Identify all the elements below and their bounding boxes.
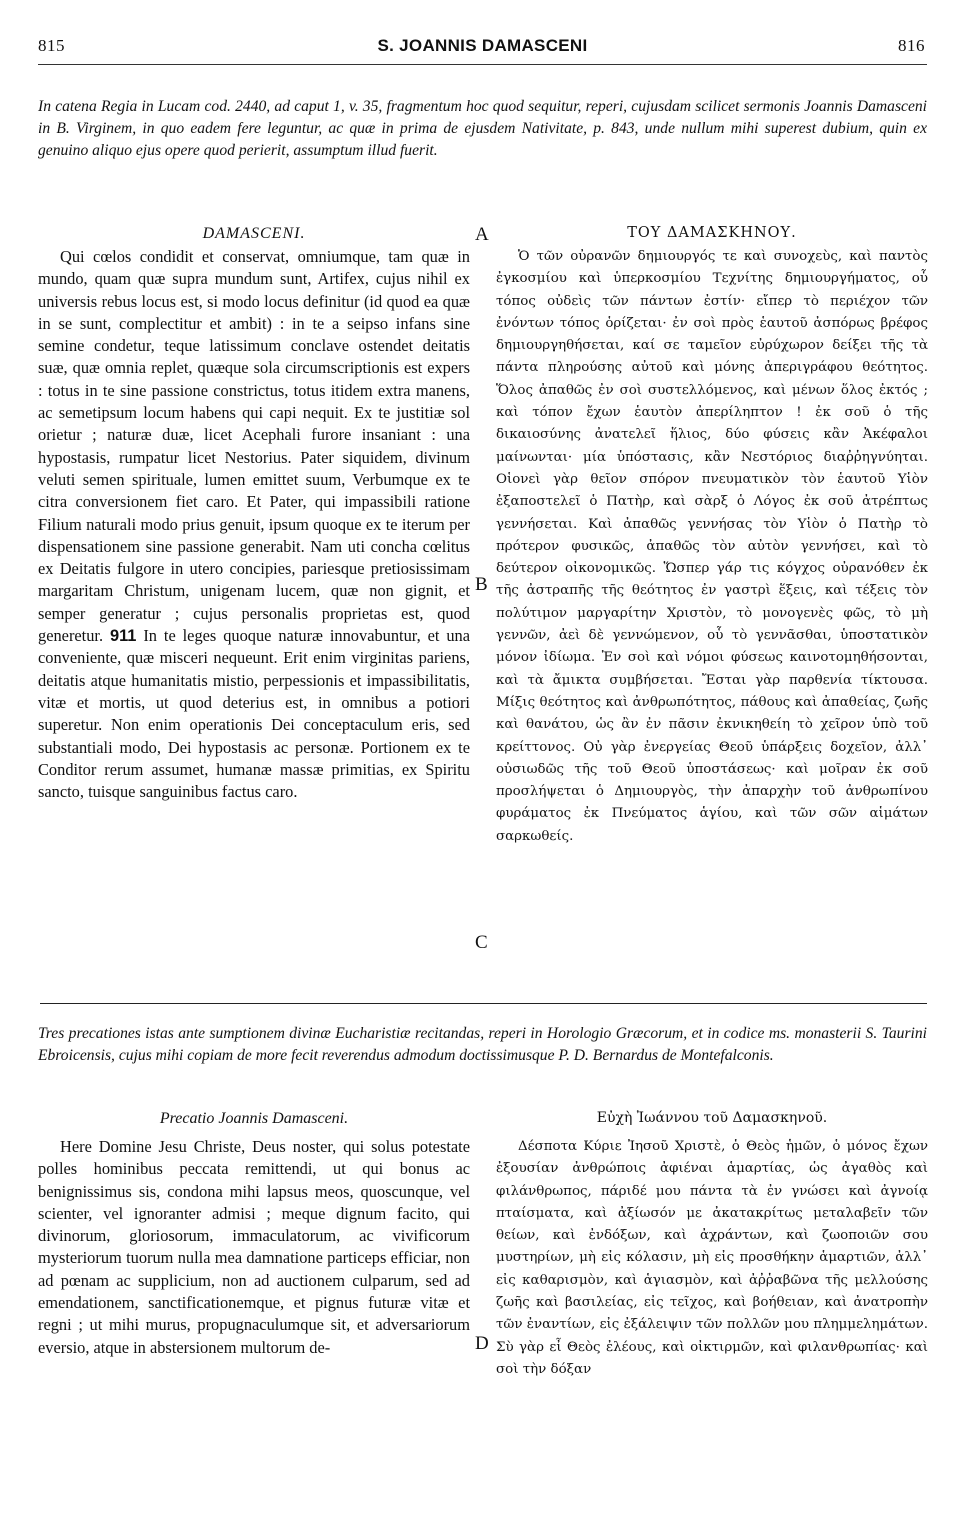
latin-column	[38, 246, 470, 803]
margin-letter-c: C	[475, 932, 488, 953]
margin-letter-b: B	[475, 574, 488, 595]
margin-letter-d: D	[475, 1333, 489, 1354]
latin-heading: DAMASCENI.	[202, 225, 306, 242]
prayer-greek-column	[496, 1136, 928, 1381]
header-rule	[38, 64, 927, 65]
prayer-latin-column	[38, 1136, 470, 1359]
greek-heading: ΤΟΥ ΔΑΜΑΣΚΗΝΟΥ.	[627, 225, 797, 241]
prayer-note: Tres precationes istas ante sumptionem divinæ Eucharistiæ recitandas, reperi in Horologio Græcorum, et in codice ms. monasterii S. Taurini Ebroicensis, cujus mihi copiam de more fecit reverendus admodum doctissimusque P. D. Bernardus de Montefalconis.	[38, 1025, 927, 1064]
prayer-greek-heading: Εὐχὴ Ἰωάννου τοῦ Δαμασκηνοῦ.	[596, 1110, 828, 1126]
prayer-latin-text: Here Domine Jesu Christe, Deus noster, qui solus potestate polles hominibus peccata remittendi, ut qui bonus ac benignissimus sis, condona mihi lapsus meos, quoscunque, vel scienter, vel ignoranter admisi ; meque dignum facito, qui divinorum, gloriosorum, immaculatorum, ac vivificorum mysteriorum tuorum nulla mea damnatione particeps efficiar, non ad pœnam ac supplicium, non ad auctionem culparum, sed ad emendationem, sanctificationemque, et pignus futuræ vitæ et regni ; ut mihi murus, propugnaculumque sit, et adversariorum eversio, atque in abstersionem multorum de-	[38, 1137, 470, 1357]
prayer-latin-heading: Precatio Joannis Damasceni.	[159, 1110, 349, 1127]
intro-note: In catena Regia in Lucam cod. 2440, ad caput 1, v. 35, fragmentum hoc quod sequitur, reperi, cujusdam scilicet sermonis Joannis Damasceni in B. Virginem, in quo eadem fere leguntur, ac quæ in prima de ejusdem Nativitate, p. 843, unde nullum mihi superest dubium, quin ex genuino aliquo ejus opere quod perierit, assumptum illud fuerit.	[38, 98, 927, 159]
latin-text-part1: Qui cœlos condidit et conservat, omniumque, tam quæ in mundo, quam quæ supra mundum sunt, Artifex, cujus nihil ex universis rebus locus est, si modo locus definitur (id quod ea quæ in se sunt, complectitur et ambit) : in te a seipso infans sine semine condetur, teque latissimum conclave ostendet deitatis suæ, quæ omnia replet, quæque sola circumscriptionis est expers : totus in te sine passione constrictus, totus itidem extra manens, ac semetipsum locum habens qui capi nequit. Ex te justitiæ sol orietur ; naturæ duæ, licet Acephali furore insaniant : una hypostasis, rumpatur licet Nestorius. Pater siquidem, divinum veluti semen spirituale, lumen emittet suum, Verbumque ex te citra conversionem fiet caro. Et Pater, qui impassibili ratione Filium naturali modo prius genuit, ipsum quoque ex te iterum per dispensationem sine passione generabit. Nam uti concha cœlitus ex Deitatis fulgore in utero concipies, pariesque pretiosissimam margaritam Christum, unigenam lucem, quæ non gignit, et semper generatur ; cujus personalis proprietas est, quod generetur.	[38, 247, 470, 646]
greek-column	[496, 246, 928, 848]
running-head: S. JOANNIS DAMASCENI	[377, 36, 588, 55]
latin-text-part2: In te leges quoque naturæ innovabuntur, et una conveniente, quæ misceri nequeunt. Erit enim virginitas pariens, deitatis atque humanitatis mistio, perpessionis et impassibilitatis, vitæ et mortis, ut quod deterius est, in omnibus a potiori superetur. Non enim operationis Dei conceptaculum eris, sed substantiali modo, Dei hypostasis ac personæ. Portionem ex te Conditor rerum assumet, humanæ massæ primitias, ex Spiritu sancto, tuisque sanguinibus factus caro.	[38, 626, 470, 802]
page-number-left: 815	[38, 36, 65, 55]
greek-text: Ὁ τῶν οὐρανῶν δημιουργός τε καὶ συνοχεὺς, καὶ παντὸς ἐγκοσμίου καὶ ὑπερκοσμίου Τεχνίτης δημιουργήματος, οὗ τόπος οὐδεὶς τῶν πάντων ἐστίν· εἴπερ τὸ περιέχον τῶν ἐνόντων τόπος ὁρίζεται· ἐν σοὶ πρὸς ἑαυτοῦ ἀσπόρως βρέφος δημιουργηθήσεται, καί σε ταμεῖον εὐρύχωρον δείξει τῆς τὰ πάντα πληρούσης αὐτοῦ καὶ μόνης ἀπεριγράφου θεότητος. Ὅλος ἀπαθῶς ἐν σοὶ συστελλόμενος, καὶ μένων ὅλος ἐκτός ; καὶ τόπον ἔχων ἑαυτὸν ἀπερίληπτον ! ἐκ σοῦ ὁ τῆς δικαιοσύνης ἀνατελεῖ ἥλιος, δύο φύσεις κἂν Ἀκέφαλοι μαίνωνται· μία ὑπόστασις, κἂν Νεστόριος διαῤῥηγνύηται. Οἱονεὶ γὰρ θεῖον σπόρον πνευματικὸν τὸν ἑαυτοῦ Υἱὸν ἐξαποστελεῖ ὁ Πατὴρ, καὶ σὰρξ ὁ Λόγος ἐκ σοῦ ἀτρέπτως γεννήσεται. Καὶ ἀπαθῶς γεννήσας τὸν Υἱὸν ὁ Πατὴρ τὸ πρότερον φυσικῶς, ἀπαθῶς τὸν αὐτὸν γεννήσει, καὶ τὸ δεύτερον οἰκονομικῶς. Ὥσπερ γάρ τις κόγχος οὐρανόθεν ἐκ τῆς ἀστραπῆς τῆς θεότητος ἐν γαστρὶ ἕξεις, καὶ τέξεις τὸν πολύτιμον μαργαρίτην Χριστὸν, τὸ μονογενὲς φῶς, τὸ μὴ γεννῶν, ἀεὶ δὲ γεννώμενον, οὗ τὸ γεννᾶσθαι, ὑποστατικὸν μόνον ἰδίωμα. Ἐν σοὶ καὶ νόμοι φύσεως καινοτομηθήσονται, καὶ τὰ ἄμικτα συμβήσεται. Ἔσται γὰρ παρθενία τίκτουσα. Μίξις θεότητος καὶ ἀνθρωπότητος, πάθους καὶ ἀπαθείας, ζωῆς καὶ θανάτου, ὡς ἂν ἐν πᾶσιν ἐκνικηθείη τὸ χεῖρον ὑπὸ τοῦ κρείττονος. Οὐ γὰρ ἐνεργείας Θεοῦ ὑπάρξεις δοχεῖον, ἀλλ᾽ οὐσιωδῶς τῆς τοῦ Θεοῦ ὑποστάσεως· καὶ μοῖραν ἐκ σοῦ προσλήψεται ὁ Δημιουργὸς, τὴν ἀπαρχὴν τοῦ ἀνθρωπίνου φυράματος ἐκ Πνεύματος ἁγίου, καὶ τῶν σῶν αἱμάτων σαρκωθείς.	[496, 249, 928, 844]
column-number: 911	[109, 627, 137, 646]
section-separator	[40, 1003, 927, 1004]
prayer-greek-text: Δέσποτα Κύριε Ἰησοῦ Χριστὲ, ὁ Θεὸς ἡμῶν, ὁ μόνος ἔχων ἐξουσίαν ἀνθρώποις ἀφιέναι ἁμαρτίας, ὡς ἀγαθὸς καὶ φιλάνθρωπος, πάριδέ μου πάντα τὰ ἐν γνώσει καὶ ἀγνοίᾳ πταίσματα, καὶ ἀξίωσόν με ἀκατακρίτως μεταλαβεῖν τῶν θείων, καὶ ἐνδόξων, καὶ ἀχράντων, καὶ ζωοποιῶν σου μυστηρίων, μὴ εἰς κόλασιν, μὴ εἰς προσθήκην ἁμαρτιῶν, ἀλλ᾽ εἰς καθαρισμὸν, καὶ ἁγιασμὸν, καὶ ἀῤῥαβῶνα τῆς μελλούσης ζωῆς καὶ βασιλείας, εἰς τεῖχος, καὶ βοήθειαν, καὶ ἀνατροπὴν τῶν ἐναντίων, εἰς ἐξάλειψιν τῶν πολλῶν μου πλημμελημάτων. Σὺ γὰρ εἶ Θεὸς ἐλέους, καὶ οἰκτιρμῶν, καὶ φιλανθρωπίας· καὶ σοὶ τὴν δόξαν	[496, 1139, 928, 1377]
page-number-right: 816	[898, 36, 925, 55]
margin-letter-a: A	[475, 224, 489, 245]
